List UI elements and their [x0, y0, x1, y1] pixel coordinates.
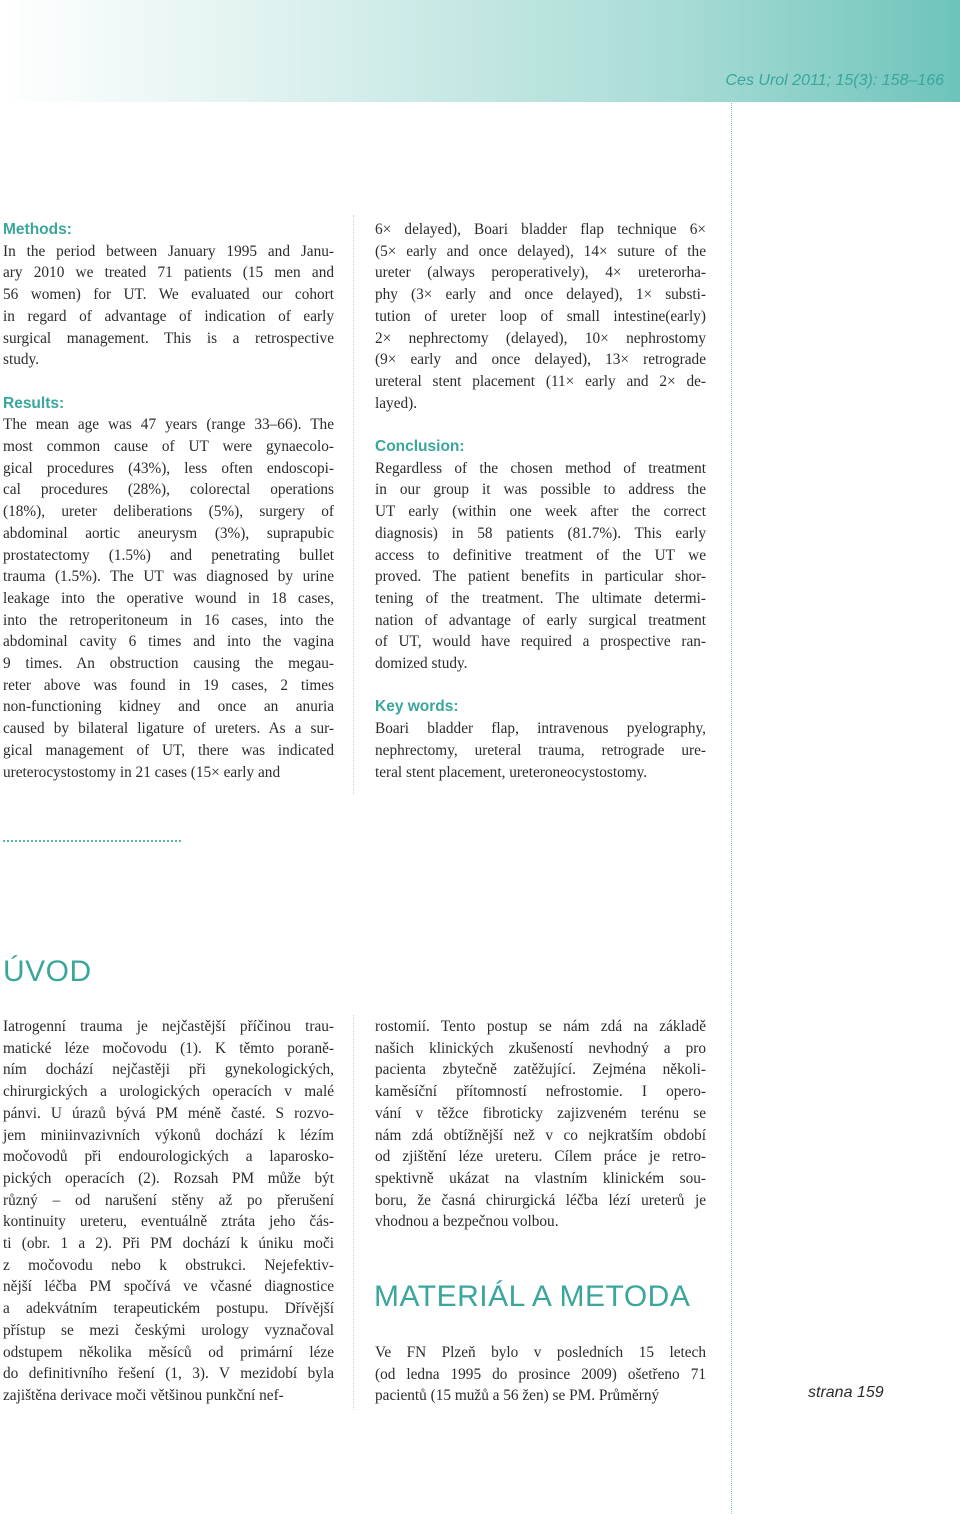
text-line: most common cause of UT were gynaecolo- [3, 438, 334, 456]
text-line: rostomií. Tento postup se nám zdá na základě [375, 1018, 706, 1035]
text-line: in regard of advantage of indication of early [3, 307, 334, 325]
text-line: boru, že časná chirurgická léčba lézí ureterů je [375, 1191, 706, 1209]
uvod-title: ÚVOD [3, 955, 92, 988]
column-divider-bottom [353, 1015, 354, 1410]
text-line: 2× nephrectomy (delayed), 10× nephrostomy [375, 329, 706, 347]
column-divider-top [353, 215, 354, 795]
text-line: gical management of UT, there was indicated [3, 741, 334, 759]
text-line: (od ledna 1995 do prosince 2009) ošetřeno 71 [375, 1365, 706, 1383]
page-number: strana 159 [808, 1384, 884, 1401]
text-line: surgical management. This is a retrospective [3, 329, 334, 347]
uvod-left-column [3, 1016, 334, 1407]
text-line: (18%), ureter deliberations (5%), surgery of [3, 503, 334, 521]
text-line: (9× early and once delayed), 13× retrograde [375, 351, 706, 369]
text-line: prostatectomy (1.5%) and penetrating bullet [3, 546, 334, 564]
text-line: nám zdá obtížnější než v co nejkratším období [375, 1126, 706, 1144]
text-line: abdominal cavity 6 times and into the vagina [3, 633, 334, 651]
abstract-right-column [375, 219, 706, 783]
text-line: ureterocystostomy in 21 cases (15× early and [3, 763, 281, 781]
journal-reference: Ces Urol 2011; 15(3): 158–166 [725, 72, 944, 89]
methods-heading: Methods: [3, 221, 72, 238]
uvod-right-column [375, 1016, 706, 1233]
conclusion-heading: Conclusion: [375, 438, 465, 456]
text-line: cal procedures (28%), colorectal operations [3, 481, 334, 499]
text-line: odstupem několika měsíců od primární léze [3, 1343, 334, 1361]
text-line: phy (3× early and once delayed), 1× substi- [375, 286, 706, 304]
text-line: access to definitive treatment of the UT we [375, 546, 706, 564]
text-line: tution of ureter loop of small intestine(early) [375, 307, 706, 325]
abstract-left-column [3, 219, 334, 783]
text-line: vání v těžce fibroticky zajizveném terénu se [375, 1104, 706, 1122]
text-line: 9 times. An obstruction causing the megau- [3, 655, 334, 673]
text-line: Iatrogenní trauma je nejčastější příčinou trau- [3, 1018, 334, 1035]
text-line: ureter (always peroperatively), 4× ureterorha- [375, 264, 706, 282]
text-line: UT early (within one week after the correct [375, 503, 706, 521]
text-line: The mean age was 47 years (range 33–66). The [3, 416, 334, 434]
text-line: gical procedures (43%), less often endoscopi- [3, 459, 334, 477]
text-line: pických operacích (2). Rozsah PM může být [3, 1169, 334, 1187]
text-line: Ve FN Plzeň bylo v posledních 15 letech [375, 1344, 706, 1361]
text-line: domized study. [375, 655, 468, 673]
text-line: močovodů při endourologických a laparosko- [3, 1148, 334, 1166]
text-line: into the retroperitoneum in 16 cases, into the [3, 611, 334, 629]
text-line: non-functioning kidney and once an anuria [3, 698, 334, 716]
text-line: matické léze močovodu (1). K těmto poraně- [3, 1039, 334, 1057]
text-line: zajištěna derivace moči většinou punkční nef- [3, 1386, 284, 1404]
methods-text [3, 241, 334, 371]
keywords-heading: Key words: [375, 698, 459, 716]
text-line: layed). [375, 394, 418, 412]
text-line: leakage into the operative wound in 18 cases, [3, 589, 334, 607]
text-line: jem miniinvazivních výkonů dochází k lézím [3, 1126, 334, 1144]
text-line: spektivně ukázat na vlastním klinickém sou- [375, 1169, 706, 1187]
text-line: kontinuity ureteru, eventuálně ztráta jeho čás- [3, 1213, 334, 1231]
text-line: study. [3, 351, 39, 369]
text-line: ním dochází nejčastěji při gynekologických, [3, 1061, 334, 1079]
text-line: ary 2010 we treated 71 patients (15 men and [3, 264, 334, 282]
text-line: pacienta zbytečně zatěžující. Zejména několi- [375, 1061, 706, 1079]
text-line: diagnosis) in 58 patients (81.7%). This early [375, 524, 706, 542]
text-line: chirurgických a urologických operacích v malé [3, 1083, 334, 1101]
text-line: reter above was found in 19 cases, 2 times [3, 676, 334, 694]
text-line: kaměsíční přítomností nefrostomie. I opero- [375, 1083, 706, 1101]
text-line: nation of advantage of early surgical treatment [375, 611, 706, 629]
text-line: proved. The patient benefits in particular shor- [375, 568, 706, 586]
text-line: pánvi. U úrazů bývá PM méně časté. S rozvo- [3, 1104, 334, 1122]
text-line: caused by bilateral ligature of ureters. As a sur- [3, 720, 334, 738]
uvod-left-text [3, 1016, 334, 1407]
text-line: pacientů (15 mužů a 56 žen) se PM. Průměrný [375, 1387, 660, 1405]
text-line: of UT, would have required a prospective ran- [375, 633, 706, 651]
uvod-right-text [375, 1016, 706, 1233]
text-line: ureteral stent placement (11× early and 2× de- [375, 372, 706, 390]
keywords-text [375, 718, 706, 783]
text-line: přístup se mezi českými urology vyznačoval [3, 1321, 334, 1339]
text-line: 6× delayed), Boari bladder flap technique 6× [375, 221, 706, 238]
text-line: nější léčba PM spočívá ve včasné diagnostice [3, 1278, 334, 1296]
text-line: Regardless of the chosen method of treatment [375, 459, 706, 477]
text-line: do definitivního řešení (1, 3). V mezidobí byla [3, 1365, 334, 1383]
text-line: In the period between January 1995 and Janu- [3, 242, 334, 260]
section-separator [3, 840, 181, 842]
material-column [375, 1342, 706, 1407]
text-line: a adekvátním terapeutickém postupu. Dřívější [3, 1300, 334, 1318]
margin-dotted-line [731, 103, 732, 1514]
results-continued-text [375, 219, 706, 414]
text-line: od zjištění léze ureteru. Cílem práce je retro- [375, 1148, 706, 1166]
text-line: Boari bladder flap, intravenous pyelography, [375, 720, 706, 738]
text-line: 56 women) for UT. We evaluated our cohort [3, 286, 334, 304]
text-line: (5× early and once delayed), 14× suture of the [375, 242, 706, 260]
material-title: MATERIÁL A METODA [374, 1280, 691, 1313]
text-line: in our group it was possible to address the [375, 481, 706, 499]
results-heading: Results: [3, 394, 65, 412]
text-line: trauma (1.5%). The UT was diagnosed by urine [3, 568, 334, 586]
text-line: abdominal aortic aneurysm (3%), suprapubic [3, 524, 334, 542]
text-line: nephrectomy, ureteral trauma, retrograde ure- [375, 741, 706, 759]
text-line: různý – od narušení stěny až po přerušení [3, 1191, 334, 1209]
text-line: z močovodu nebo k obstrukci. Nejefektiv- [3, 1256, 334, 1274]
material-text [375, 1342, 706, 1407]
text-line: tening of the treatment. The ultimate determi- [375, 589, 706, 607]
text-line: ti (obr. 1 a 2). Při PM dochází k úniku moči [3, 1235, 334, 1253]
text-line: vhodnou a bezpečnou volbou. [375, 1213, 559, 1231]
text-line: našich klinických zkušeností nevhodný a pro [375, 1039, 706, 1057]
text-line: teral stent placement, ureteroneocystostomy. [375, 763, 648, 781]
results-text [3, 414, 334, 783]
conclusion-text [375, 458, 706, 675]
